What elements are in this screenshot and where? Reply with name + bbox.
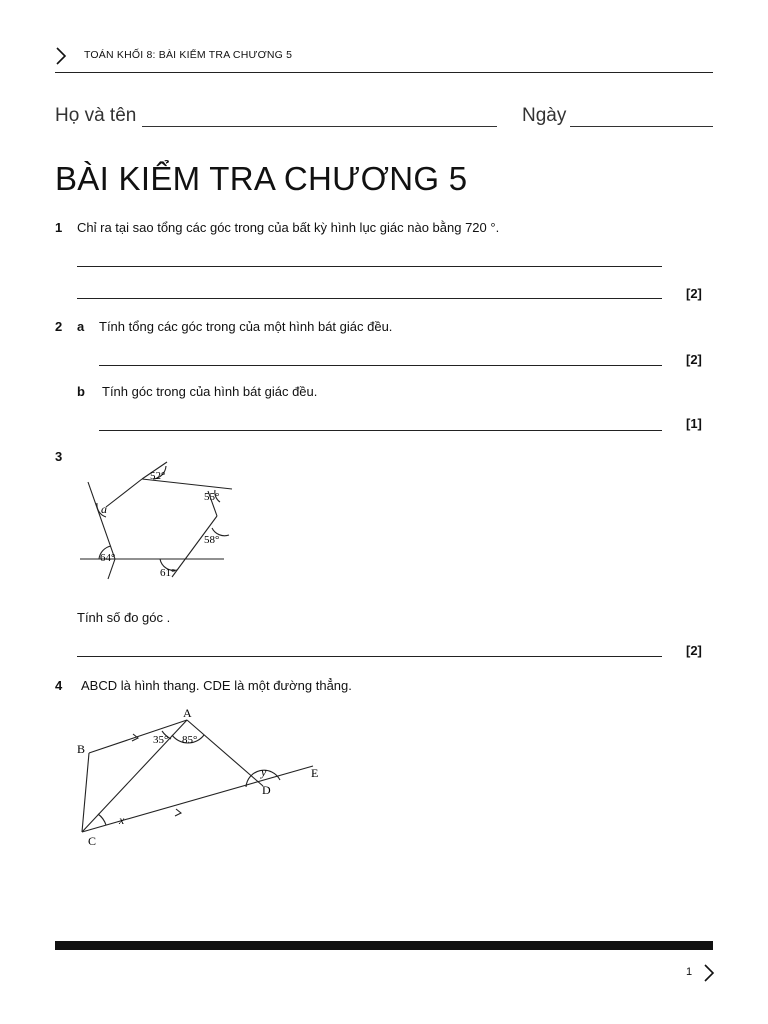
name-label: Họ và tên [55, 105, 137, 126]
answer-line[interactable] [99, 430, 662, 431]
question-4-text: ABCD là hình thang. CDE là một đường thẳng. [81, 678, 352, 693]
question-2-number: 2 [55, 319, 63, 334]
vertex-label-b: B [77, 742, 86, 756]
question-3-number: 3 [55, 449, 63, 464]
question-2a-mark: [2] [686, 352, 702, 367]
chevron-right-icon[interactable] [703, 964, 715, 982]
vertex-label-e: E [311, 766, 319, 780]
vertex-label-c: C [88, 834, 97, 848]
angle-label-61: 61° [160, 567, 176, 579]
question-4-number: 4 [55, 678, 63, 693]
hexagon-figure [75, 455, 245, 590]
date-label: Ngày [522, 105, 567, 126]
question-1-number: 1 [55, 220, 63, 235]
angle-label-52: 52° [150, 470, 166, 482]
answer-line[interactable] [77, 298, 662, 299]
page-title: BÀI KIỂM TRA CHƯƠNG 5 [55, 160, 468, 197]
question-1-text: Chỉ ra tại sao tổng các góc trong của bất kỳ hình lục giác nào bằng 720 °. [77, 220, 500, 235]
angle-label-x: x [119, 813, 125, 827]
footer-bar [55, 941, 713, 950]
angle-label-35: 35° [153, 734, 169, 746]
question-2a-letter: a [77, 319, 85, 334]
answer-line[interactable] [99, 365, 662, 366]
angle-label-y: y [261, 765, 267, 779]
page-number: 1 [686, 966, 693, 978]
angle-label-64: 64° [100, 552, 116, 564]
answer-line[interactable] [77, 266, 662, 267]
angle-label-58: 58° [204, 534, 220, 546]
vertex-label-d: D [262, 783, 271, 797]
question-2b-mark: [1] [686, 416, 702, 431]
name-field[interactable] [142, 126, 497, 127]
question-2a-text: Tính tổng các góc trong của một hình bát giác đều. [99, 319, 393, 334]
question-2b-text: Tính góc trong của hình bát giác đều. [102, 384, 318, 399]
angle-label-55: 55° [204, 491, 220, 503]
angle-label-a: a [101, 502, 107, 516]
date-field[interactable] [570, 126, 713, 127]
question-3-mark: [2] [686, 643, 702, 658]
question-3-text: Tính số đo góc . [77, 610, 171, 625]
header-divider [55, 72, 713, 73]
chevron-right-icon [55, 47, 67, 65]
question-1-mark: [2] [686, 286, 702, 301]
header-title: TOÁN KHỐI 8: BÀI KIỂM TRA CHƯƠNG 5 [84, 49, 293, 61]
trapezium-figure [70, 702, 330, 852]
answer-line[interactable] [77, 656, 662, 657]
question-2b-letter: b [77, 384, 85, 399]
vertex-label-a: A [183, 706, 192, 720]
angle-label-85: 85° [182, 734, 198, 746]
